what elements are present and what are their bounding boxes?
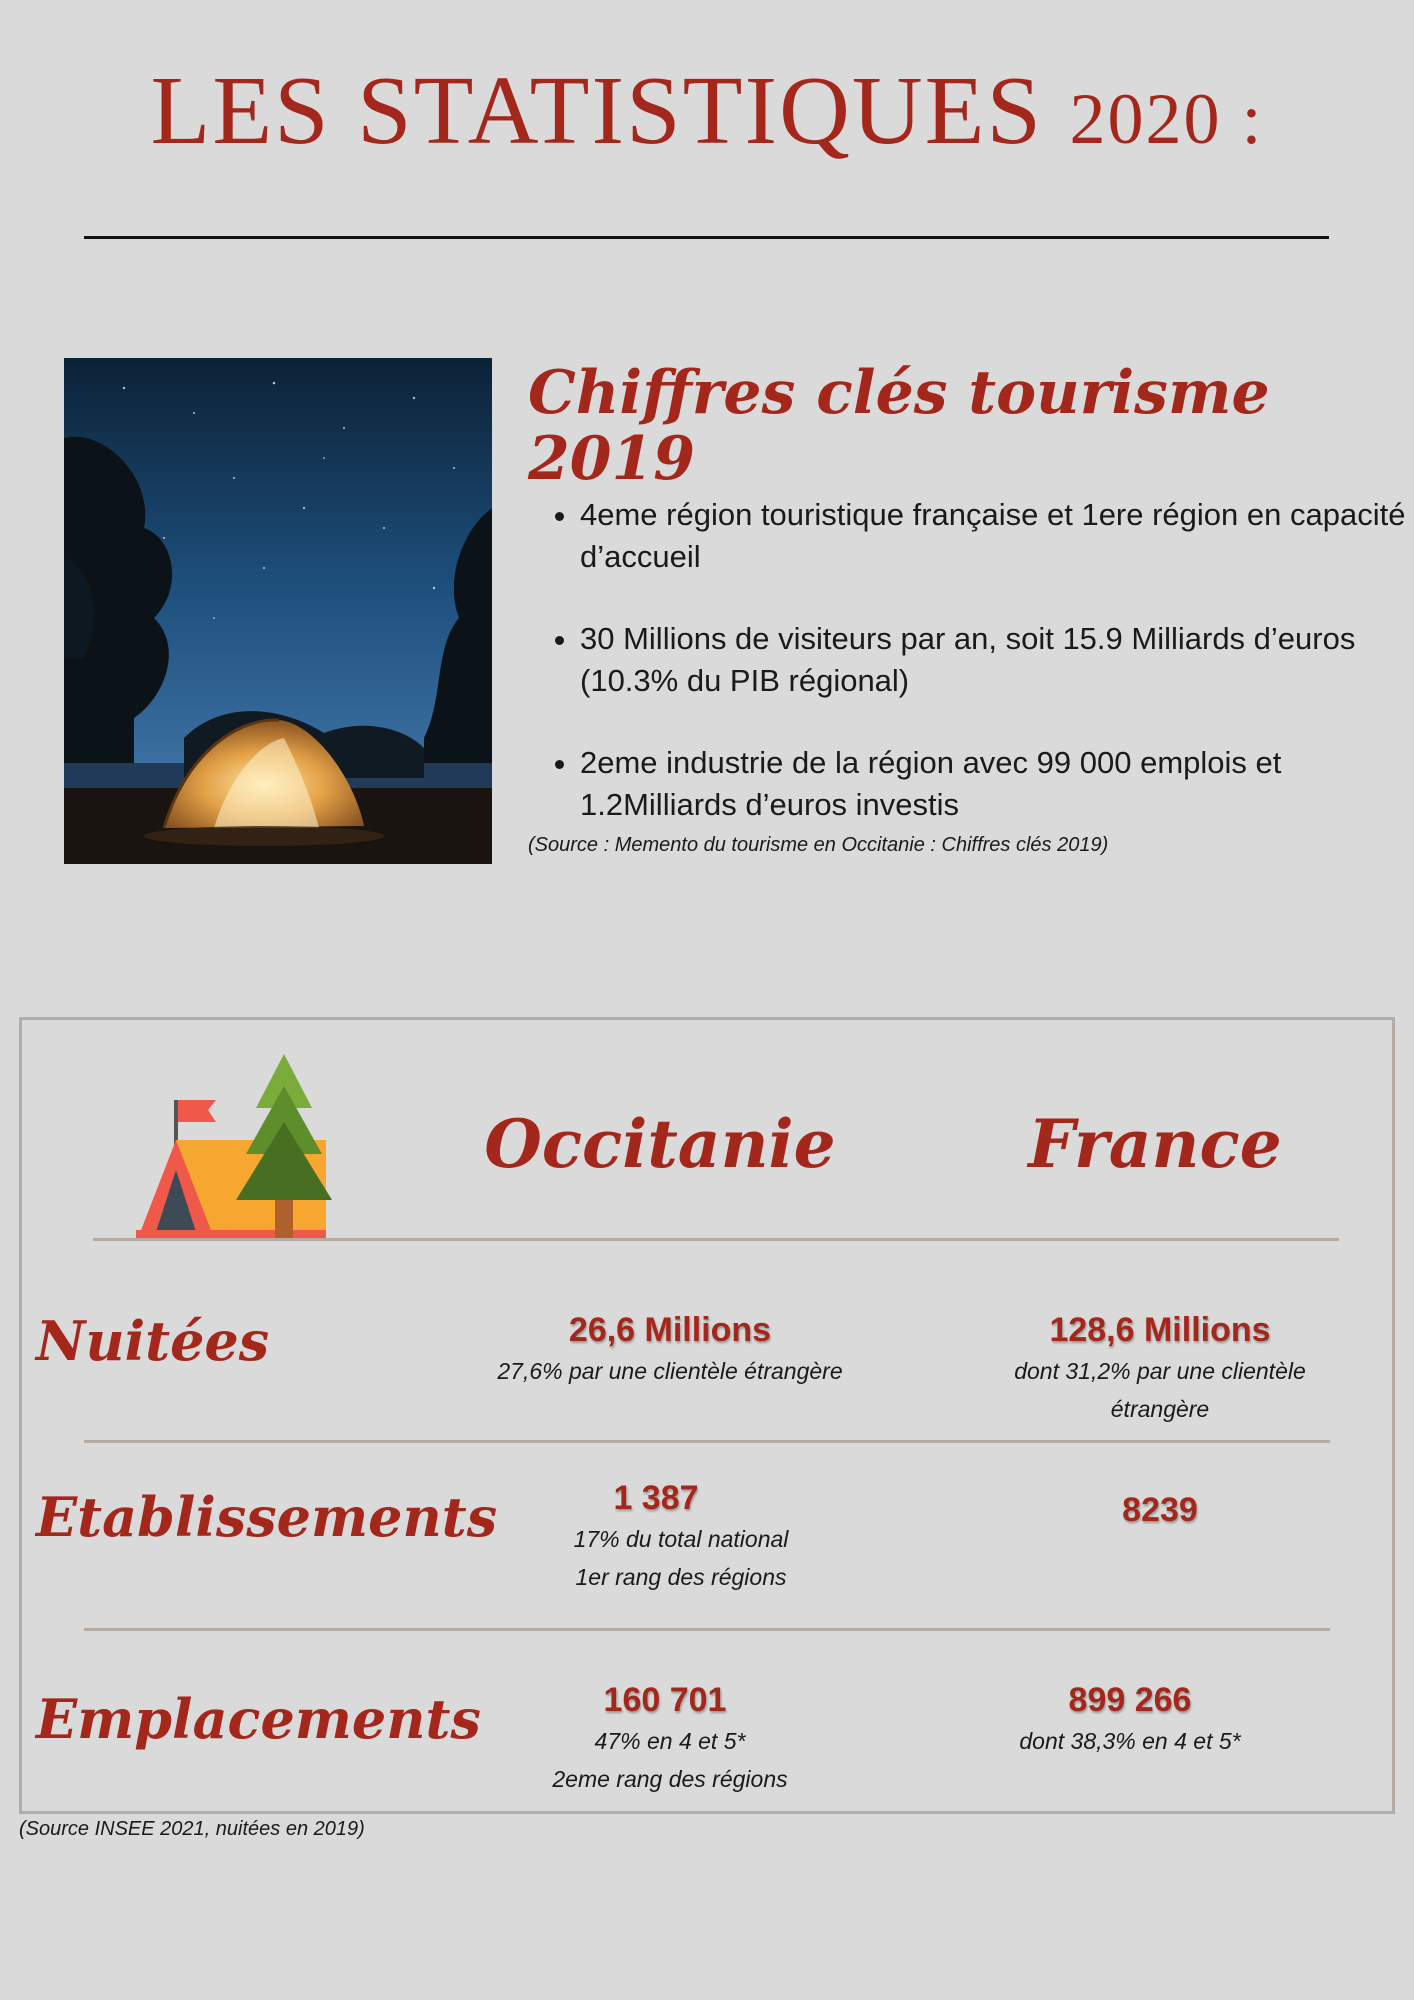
page-title-year: 2020 : [1069, 79, 1264, 159]
cell-nuitees-france [960, 1308, 1360, 1428]
row-label-emplacements: Emplacements [36, 1687, 481, 1751]
list-item: • 30 Millions de visiteurs par an, soit 15.9 Milliards d’euros (10.3% du PIB régional) [580, 618, 1414, 702]
page-title [0, 57, 1414, 165]
row-label-etablissements: Etablissements [36, 1485, 498, 1549]
note: dont 38,3% en 4 et 5* [1019, 1728, 1241, 1754]
list-item: • 4eme région touristique française et 1ere région en capacité d’accueil [580, 494, 1414, 578]
value: 899 266 [1068, 1681, 1192, 1719]
page-title-main: LES STATISTIQUES [150, 57, 1044, 165]
note: dont 31,2% par une clientèle [1014, 1358, 1306, 1384]
cell-etablissements-france [960, 1488, 1360, 1532]
value: 1 387 [613, 1479, 699, 1517]
list-item: • 2eme industrie de la région avec 99 000 emplois et 1.2Milliards d’euros investis [580, 742, 1414, 826]
value: 160 701 [603, 1681, 727, 1719]
key-figures-source: (Source : Memento du tourisme en Occitanie : Chiffres clés 2019) [528, 834, 1109, 856]
table-divider [93, 1238, 1339, 1241]
note: 47% en 4 et 5* [594, 1728, 746, 1754]
column-header-france: France [1028, 1105, 1282, 1183]
table-divider [84, 1440, 1330, 1443]
tent-under-night-sky-photo [64, 358, 492, 864]
key-figures-heading: Chiffres clés tourisme 2019 [528, 358, 1270, 494]
cell-emplacements-occitanie [440, 1678, 900, 1798]
cell-emplacements-france [930, 1678, 1330, 1760]
column-header-occitanie: Occitanie [484, 1105, 836, 1183]
note: 27,6% par une clientèle étrangère [497, 1358, 843, 1384]
note: 17% du total national [573, 1526, 789, 1552]
camping-tent-tree-icon [136, 1050, 346, 1240]
note: 1er rang des régions [575, 1564, 787, 1590]
value: 26,6 Millions [568, 1311, 772, 1349]
key-figures-list [540, 494, 1414, 826]
cell-etablissements-occitanie [440, 1476, 900, 1596]
cell-nuitees-occitanie [440, 1308, 900, 1390]
table-divider [84, 1628, 1330, 1631]
note: 2eme rang des régions [552, 1766, 788, 1792]
table-source: (Source INSEE 2021, nuitées en 2019) [19, 1818, 365, 1840]
title-divider [84, 236, 1329, 239]
value: 128,6 Millions [1049, 1311, 1271, 1349]
row-label-nuitees: Nuitées [36, 1309, 270, 1373]
note: étrangère [1110, 1396, 1210, 1422]
value: 8239 [1122, 1491, 1198, 1529]
